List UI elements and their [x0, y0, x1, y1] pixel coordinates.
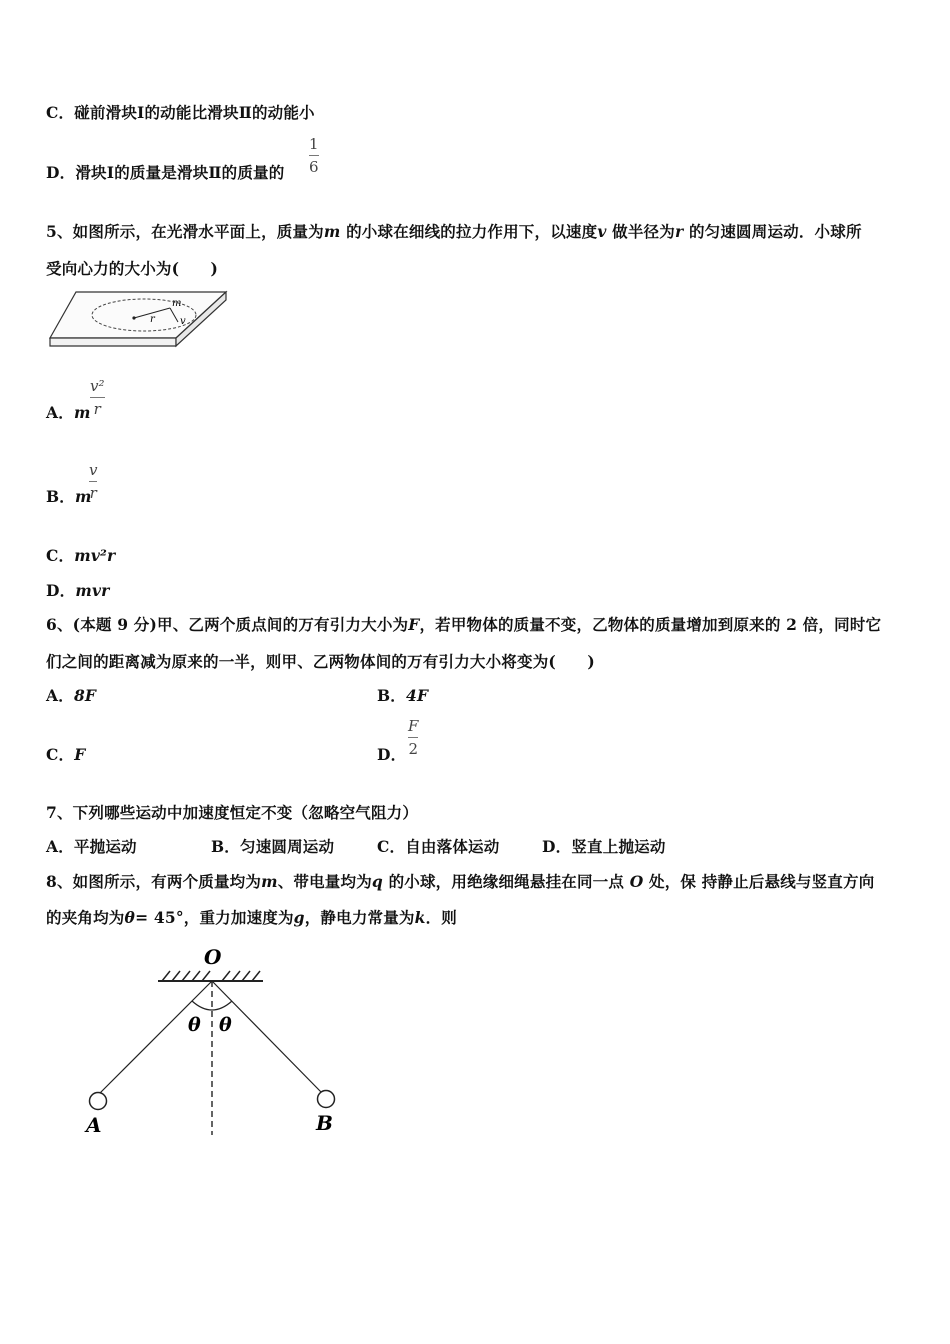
ceiling-hatching — [162, 971, 260, 981]
option-label: D． — [377, 745, 407, 764]
q4-option-c — [46, 101, 315, 123]
angle-arc-right — [212, 1001, 232, 1010]
option-label: C． — [46, 745, 75, 764]
fraction-bar — [309, 155, 319, 156]
fraction-numerator: v² — [90, 377, 105, 395]
var-m: m — [261, 872, 278, 891]
q8-stem-line1 — [46, 870, 874, 892]
ball-a — [90, 1093, 107, 1110]
fraction-bar — [89, 481, 97, 482]
plane-front — [50, 338, 176, 346]
q7-option-b — [211, 835, 334, 857]
q4-option-c-text: C．碰前滑块Ⅰ的动能比滑块Ⅱ的动能小 — [46, 103, 315, 122]
center-dot — [132, 316, 135, 319]
q7-option-d — [542, 835, 666, 857]
ball-b — [318, 1091, 335, 1108]
fraction-denominator: r — [89, 484, 97, 502]
text: ，静电力常量为 — [304, 908, 415, 927]
q5-option-a — [46, 401, 91, 423]
q6-option-b — [377, 684, 428, 706]
text: 8、如图所示，有两个质量均为 — [46, 872, 262, 891]
text: 的小球在细线的拉力作用下，以速度 — [346, 222, 598, 241]
fraction-numerator: v — [89, 461, 98, 479]
q5-option-d — [46, 579, 110, 601]
var-m: m — [75, 487, 92, 506]
option-value: 4F — [406, 686, 429, 705]
label-theta-left: θ — [188, 1014, 201, 1036]
option-label: B． — [46, 487, 76, 506]
option-label: A． — [46, 403, 74, 422]
text: ，若甲物体的质量不变，乙物体的质量增加到原来的 2 倍，同时它 — [419, 615, 882, 634]
option-value: F — [74, 745, 86, 764]
angle-arc-left — [192, 1001, 212, 1010]
option-label: D． — [46, 581, 76, 600]
fraction-denominator: r — [93, 400, 101, 418]
text: C．自由落体运动 — [377, 837, 500, 856]
text: 们之间的距离减为原来的一半，则甲、乙两物体间的万有引力大小将变为( ) — [46, 652, 595, 671]
var-q: q — [371, 872, 383, 891]
text: 的夹角均为 — [46, 908, 125, 927]
fraction-numerator: 1 — [309, 135, 319, 153]
q6-option-d — [377, 743, 406, 765]
option-label: C． — [46, 546, 75, 565]
fraction-denominator: 6 — [309, 158, 319, 176]
text: 7、下列哪些运动中加速度恒定不变（忽略空气阻力） — [46, 803, 419, 822]
q8-stem-line2 — [46, 906, 457, 928]
q7-option-c — [377, 835, 499, 857]
text: 6、(本题 9 分)甲、乙两个质点间的万有引力大小为 — [46, 615, 409, 634]
q5-option-b-fraction — [89, 461, 97, 502]
q5-stem-line1 — [46, 220, 862, 242]
label-m: m — [172, 298, 182, 309]
var-theta: θ — [124, 908, 136, 927]
q6-option-a — [46, 684, 96, 706]
var-g: g — [293, 908, 305, 927]
q6-option-c — [46, 743, 85, 765]
text: 5、如图所示，在光滑水平面上，质量为 — [46, 222, 324, 241]
var-r: r — [674, 222, 684, 241]
q4-option-d — [46, 161, 284, 183]
label-O: O — [204, 945, 222, 969]
label-A: A — [86, 1113, 102, 1137]
var-k: k — [414, 908, 426, 927]
q6-stem-line2 — [46, 650, 595, 672]
fraction-bar — [408, 737, 418, 738]
text: A．平抛运动 — [46, 837, 137, 856]
q6-option-d-fraction — [408, 717, 418, 758]
q6-stem-line1 — [46, 613, 881, 635]
text: 做半径为 — [612, 222, 675, 241]
q7-option-a — [46, 835, 137, 857]
q5-figure — [46, 288, 230, 350]
var-O: O — [629, 872, 644, 891]
text: = 45°，重力加速度为 — [135, 908, 294, 927]
q5-option-c — [46, 544, 115, 566]
q4-option-d-text: D．滑块Ⅰ的质量是滑块Ⅱ的质量的 — [46, 163, 285, 182]
fraction-bar — [90, 397, 105, 398]
label-v: v — [180, 316, 186, 327]
q7-stem — [46, 801, 418, 823]
text: D．竖直上抛运动 — [542, 837, 666, 856]
q5-stem-line2 — [46, 257, 218, 279]
text: 受向心力的大小为( ) — [46, 259, 219, 278]
text: ．则 — [425, 908, 457, 927]
text: 的匀速圆周运动．小球所 — [688, 222, 862, 241]
text: B．匀速圆周运动 — [211, 837, 335, 856]
var-v: v — [597, 222, 607, 241]
option-value: 8F — [73, 686, 97, 705]
fraction-numerator: F — [408, 717, 419, 735]
option-label: B． — [377, 686, 407, 705]
string-left — [100, 981, 212, 1093]
label-r: r — [150, 314, 155, 325]
text: 处，保 持静止后悬线与竖直方向 — [649, 872, 875, 891]
label-theta-right: θ — [219, 1014, 232, 1036]
option-label: A． — [46, 686, 74, 705]
var-F: F — [408, 615, 420, 634]
var-m: m — [73, 403, 91, 422]
option-expr: mvr — [75, 581, 110, 600]
q5-option-b — [46, 485, 92, 507]
q8-figure — [80, 940, 370, 1145]
text: 的小球，用绝缘细绳悬挂在同一点 — [388, 872, 625, 891]
label-B: B — [316, 1111, 333, 1135]
option-expr: mv²r — [74, 546, 116, 565]
q4-option-d-fraction — [309, 135, 319, 176]
var-m: m — [323, 222, 341, 241]
string-right — [212, 981, 322, 1093]
q5-option-a-fraction — [90, 377, 105, 418]
text: 、带电量均为 — [277, 872, 372, 891]
fraction-denominator: 2 — [408, 740, 418, 758]
